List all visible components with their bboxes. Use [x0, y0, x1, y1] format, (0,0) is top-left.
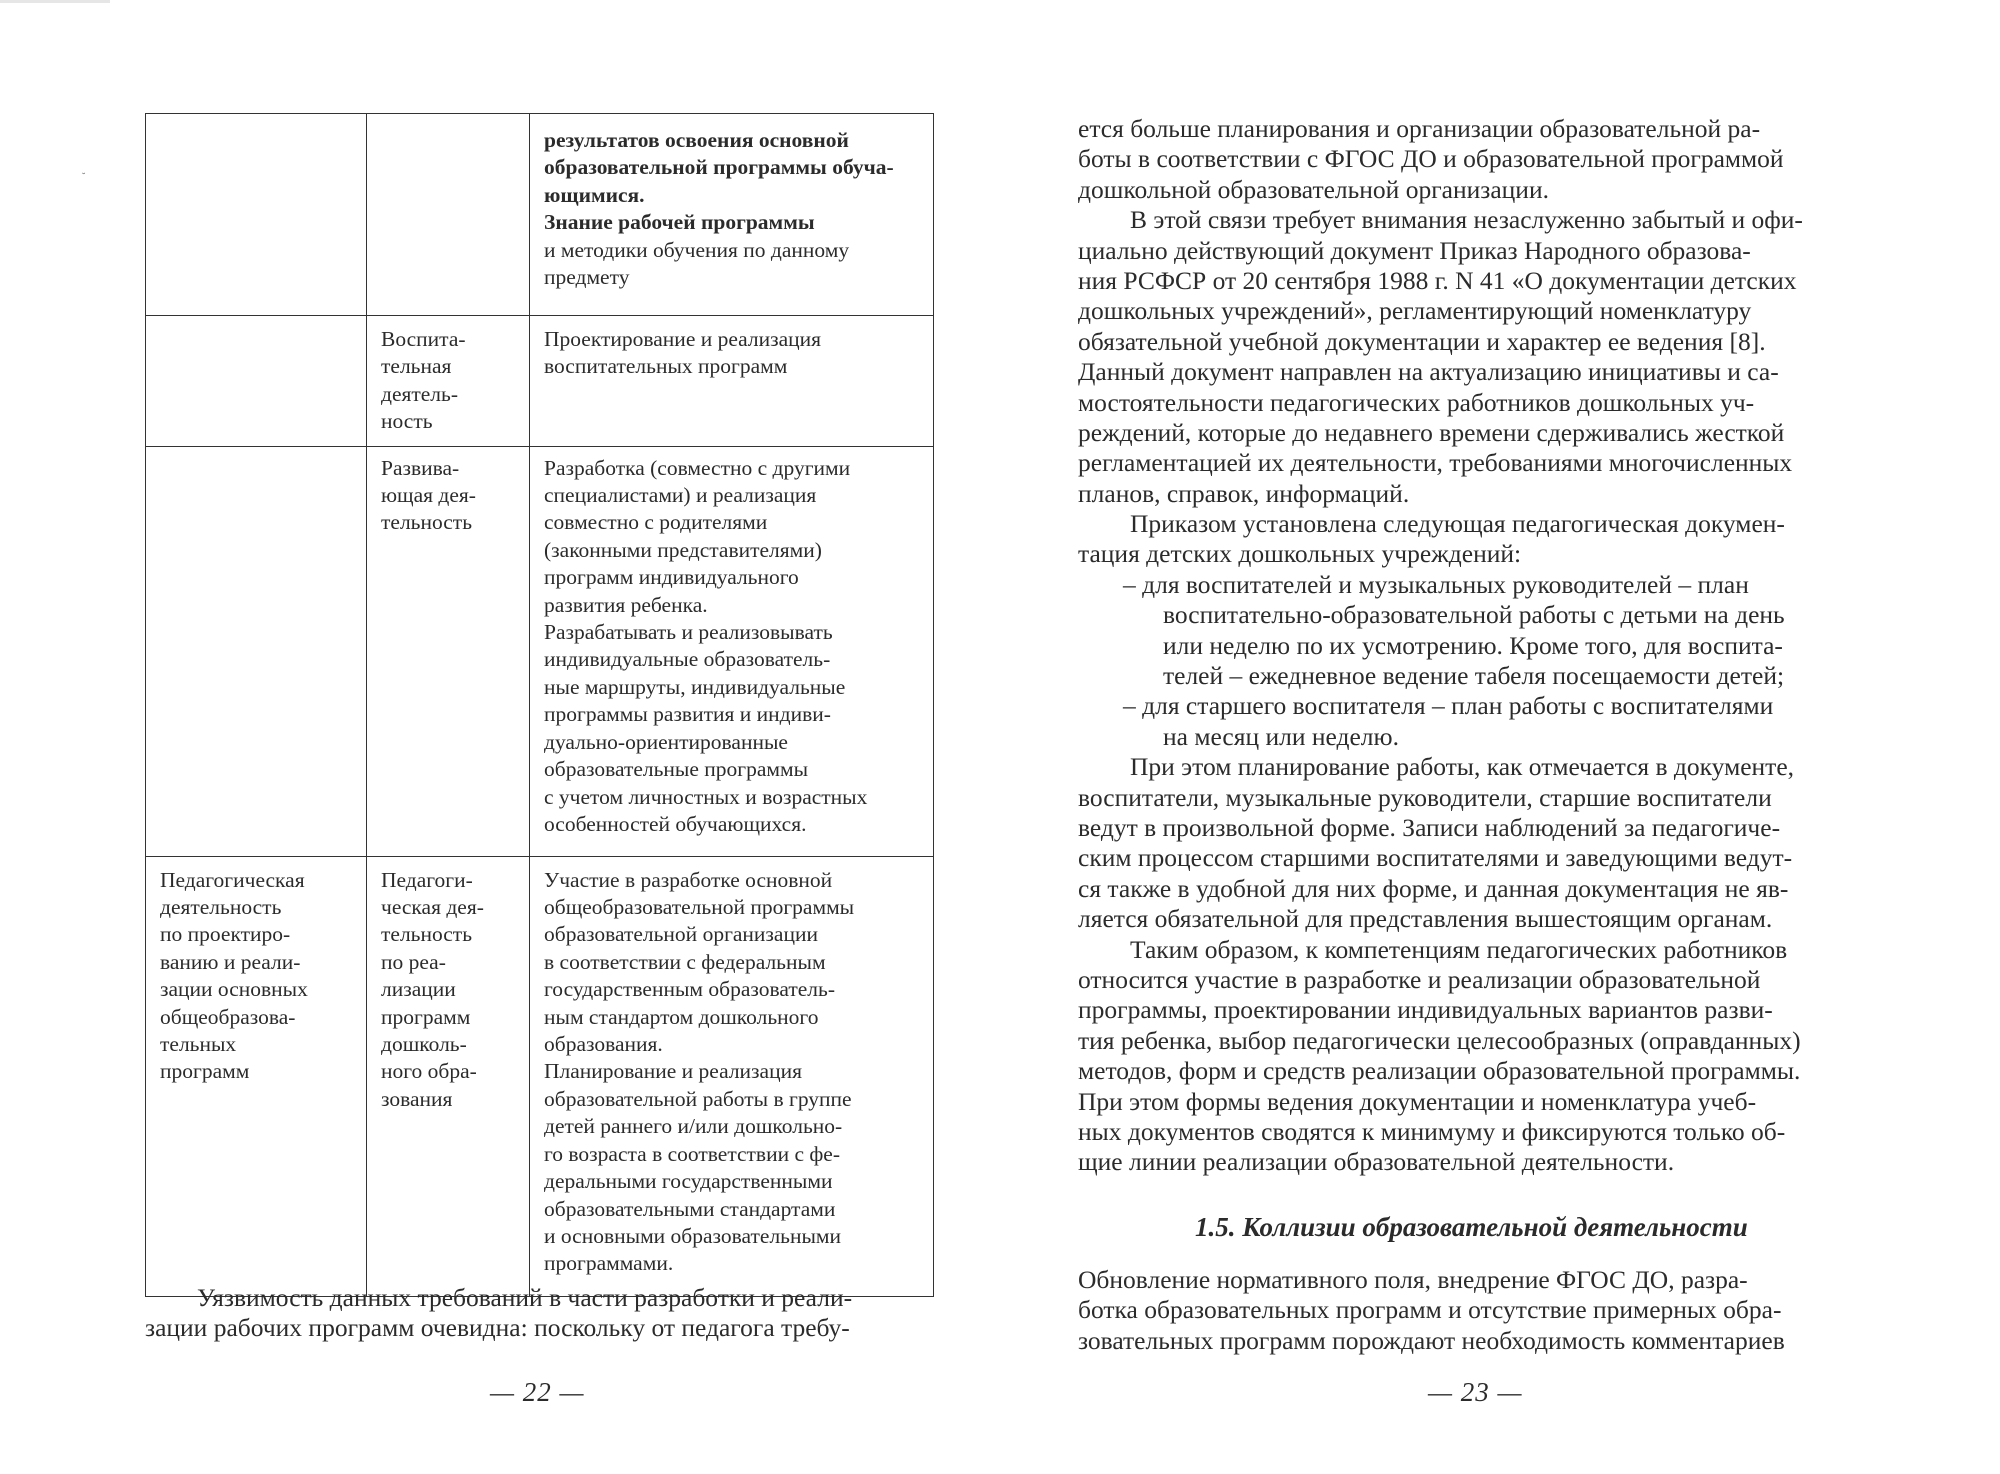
table-cell [530, 316, 934, 447]
cell-line: с учетом личностных и возрастных [544, 784, 868, 809]
text-line: мостоятельности педагогических работников дошкольных уч- [1078, 387, 1755, 417]
table-cell [530, 446, 934, 856]
text-line: – для старшего воспитателя – план работы с воспитателями [1123, 691, 1774, 721]
cell-line: ющая дея- [381, 483, 476, 508]
cell-line: Знание рабочей программы [544, 210, 815, 235]
cell-line: ческая дея- [381, 895, 484, 920]
cell-line: ность [381, 409, 433, 434]
cell-line: го возраста в соответствии с фе- [544, 1141, 841, 1166]
cell-line: (законными представителями) [544, 537, 822, 562]
bold-cell-text [544, 127, 919, 237]
scan-speck: ˘ [82, 172, 86, 183]
table-cell [146, 856, 367, 1296]
cell-line: Участие в разработке основной [544, 867, 833, 892]
text-line: Приказом установлена следующая педагогическая докумен- [1130, 509, 1785, 539]
text-line: воспитатели, музыкальные руководители, старшие воспитатели [1078, 782, 1772, 812]
cell-line: программы развития и индиви- [544, 702, 831, 727]
text-line: – для воспитателей и музыкальных руководителей – план [1123, 569, 1749, 599]
cell-line: ным стандартом дошкольного [544, 1004, 819, 1029]
table-cell [367, 446, 530, 856]
text-line: дошкольной образовательной организации. [1078, 174, 1549, 204]
table-cell [530, 856, 934, 1296]
cell-line: образовательные программы [544, 757, 809, 782]
page-number: — 22 — [490, 1377, 585, 1407]
cell-line: программ [381, 1004, 471, 1029]
cell-line: ющимися. [544, 182, 645, 207]
text-line: регламентацией их деятельности, требованиями многочисленных [1078, 448, 1793, 478]
cell-line: деятель- [381, 381, 459, 406]
table-cell [367, 114, 530, 316]
text-line: Обновление нормативного поля, внедрение ФГОС ДО, разра- [1078, 1265, 1748, 1294]
text-line: В этой связи требует внимания незаслуженно забытый и офи- [1130, 205, 1803, 235]
table-cell [146, 114, 367, 316]
cell-line: общеобразовательной программы [544, 895, 855, 920]
left-tail-paragraph [145, 1283, 935, 1342]
table-cell [367, 316, 530, 447]
cell-line: ванию и реали- [160, 949, 301, 974]
cell-line: программ [160, 1059, 250, 1084]
text-line: методов, форм и средств реализации образовательной программы. [1078, 1056, 1801, 1086]
text-line: относится участие в разработке и реализации образовательной [1078, 964, 1761, 994]
right-body-text [1078, 114, 1863, 1178]
text-line: ведут в произвольной форме. Записи наблюдений за педагогиче- [1078, 812, 1781, 842]
cell-line: в соответствии с федеральным [544, 949, 826, 974]
cell-text [544, 237, 919, 292]
right-page [1000, 0, 2000, 1474]
cell-line: детей раннего и/или дошкольно- [544, 1114, 843, 1139]
text-line: Уязвимость данных требований в части разработки и реали- [197, 1283, 853, 1312]
cell-line: специалистами) и реализация [544, 483, 817, 508]
cell-line: зации основных [160, 977, 308, 1002]
text-line: тация детских дошкольных учреждений: [1078, 539, 1522, 569]
text-line: зовательных программ порождают необходимость комментариев [1078, 1325, 1785, 1355]
cell-line: Разработка (совместно с другими [544, 455, 851, 480]
text-line: реждений, которые до недавнего времени сдерживались жесткой [1078, 417, 1785, 447]
table-cell [146, 316, 367, 447]
text-line: дошкольных учреждений», регламентирующий номенклатуру [1078, 296, 1752, 326]
cell-line: лизации [381, 977, 456, 1002]
cell-line: Педагогическая [160, 867, 305, 892]
text-line: Данный документ направлен на актуализацию инициативы и са- [1078, 357, 1779, 387]
table-row [146, 316, 934, 447]
cell-line: по реа- [381, 949, 446, 974]
text-line: обязательной учебной документации и характер ее ведения [8]. [1078, 326, 1766, 356]
cell-line: тельность [381, 922, 473, 947]
text-line: Таким образом, к компетенциям педагогических работников [1130, 934, 1788, 964]
cell-line: Разрабатывать и реализовывать [544, 620, 833, 645]
cell-line: образовательной работы в группе [544, 1086, 852, 1111]
right-tail-paragraph [1078, 1265, 1863, 1356]
cell-line: образовательными стандартами [544, 1196, 836, 1221]
cell-line: Педагоги- [381, 867, 473, 892]
cell-line: деятельность [160, 895, 282, 920]
cell-line: Проектирование и реализация [544, 327, 822, 351]
cell-line: образовательной программы обуча- [544, 155, 894, 180]
cell-line: тельность [381, 510, 473, 535]
text-line: на месяц или неделю. [1163, 721, 1399, 751]
text-line: При этом формы ведения документации и номенклатура учеб- [1078, 1086, 1757, 1116]
text-line: ся также в удобной для них форме, и данная документация не яв- [1078, 873, 1789, 903]
text-line: телей – ежедневное ведение табеля посещаемости детей; [1163, 661, 1785, 691]
text-line: ботка образовательных программ и отсутствие примерных обра- [1078, 1295, 1782, 1325]
cell-line: и основными образовательными [544, 1223, 842, 1248]
text-line: планов, справок, информаций. [1078, 478, 1410, 508]
text-line: или неделю по их усмотрению. Кроме того, для воспита- [1163, 630, 1783, 660]
text-line: При этом планирование работы, как отмечается в документе, [1130, 752, 1795, 782]
cell-line: предмету [544, 265, 630, 290]
cell-line: воспитательных программ [544, 354, 788, 379]
cell-line: развития ребенка. [544, 592, 708, 617]
cell-line: образования. [544, 1032, 663, 1057]
cell-line: общеобразова- [160, 1004, 296, 1029]
text-line: ляется обязательной для представления вышестоящим органам. [1078, 904, 1773, 934]
cell-line: по проектиро- [160, 922, 291, 947]
cell-line: тельная [381, 354, 452, 379]
cell-line: дошколь- [381, 1032, 467, 1057]
cell-line: государственным образователь- [544, 977, 835, 1002]
text-line: щие линии реализации образовательной деятельности. [1078, 1147, 1675, 1177]
text-line: боты в соответствии с ФГОС ДО и образовательной программой [1078, 144, 1784, 174]
cell-line: образовательной организации [544, 922, 818, 947]
cell-line: совместно с родителями [544, 510, 768, 535]
table-cell [367, 856, 530, 1296]
cell-line: программами. [544, 1251, 674, 1276]
cell-line: индивидуальные образователь- [544, 647, 831, 672]
cell-line: ные маршруты, индивидуальные [544, 674, 846, 699]
competency-table [145, 113, 934, 1297]
cell-line: результатов освоения основной [544, 128, 849, 152]
text-line: ных документов сводятся к минимуму и фиксируются только об- [1078, 1116, 1786, 1146]
text-line: воспитательно-образовательной работы с детьми на день [1163, 600, 1785, 630]
cell-line: особенностей обучающихся. [544, 811, 807, 836]
cell-line: зования [381, 1086, 453, 1111]
cell-line: тельных [160, 1032, 237, 1057]
text-line: тия ребенка, выбор педагогически целесообразных (оправданных) [1078, 1025, 1801, 1055]
cell-line: деральными государственными [544, 1169, 833, 1194]
cell-line: Развива- [381, 455, 460, 480]
cell-line: Планирование и реализация [544, 1059, 802, 1084]
table-row [146, 446, 934, 856]
text-line: зации рабочих программ очевидна: поскольку от педагога требу- [145, 1312, 850, 1342]
cell-line: Воспита- [381, 327, 466, 351]
table-row [146, 856, 934, 1296]
table-row [146, 114, 934, 316]
cell-line: дуально-ориентированные [544, 729, 788, 754]
table-cell [146, 446, 367, 856]
text-line: ским процессом старшими воспитателями и заведующими ведут- [1078, 843, 1793, 873]
text-line: ния РСФСР от 20 сентября 1988 г. N 41 «О документации детских [1078, 265, 1797, 295]
cell-line: и методики обучения по данному [544, 237, 850, 262]
table-cell [530, 114, 934, 316]
text-line: ется больше планирования и организации образовательной ра- [1078, 114, 1761, 143]
cell-line: программ индивидуального [544, 565, 799, 590]
section-heading: 1.5. Коллизии образовательной деятельности [1195, 1212, 1748, 1242]
page-number: — 23 — [1428, 1377, 1523, 1407]
text-line: циально действующий документ Приказ Народного образова- [1078, 235, 1751, 265]
cell-line: ного обра- [381, 1059, 477, 1084]
text-line: программы, проектировании индивидуальных вариантов разви- [1078, 995, 1773, 1025]
